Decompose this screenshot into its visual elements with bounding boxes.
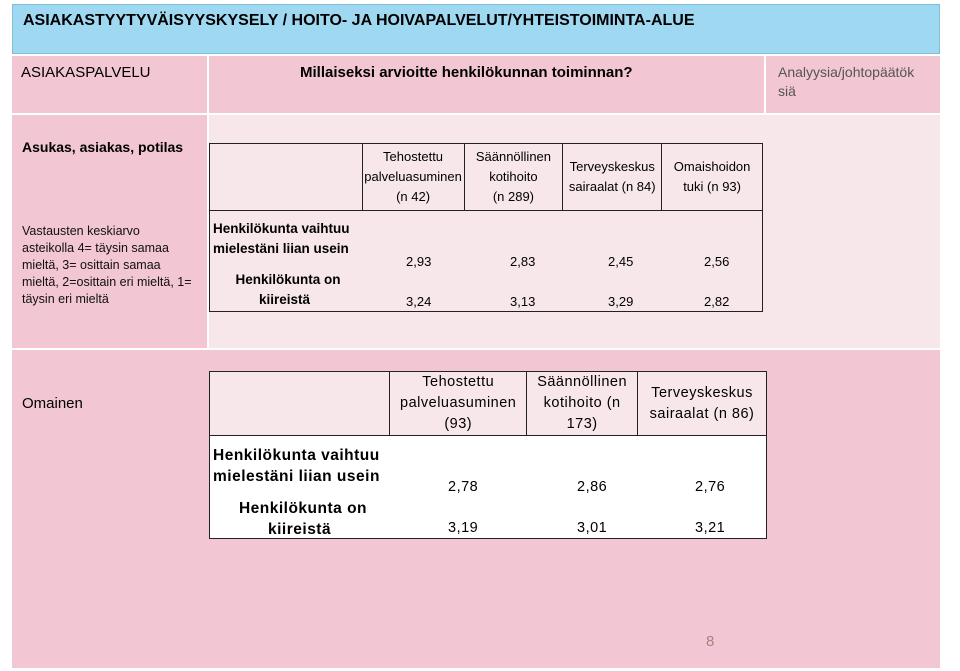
- col-header-line: Tehostettu: [422, 374, 495, 390]
- value-cell: 2,83: [510, 254, 536, 269]
- value-cell: 2,76: [695, 479, 726, 495]
- value-cell: 3,01: [577, 520, 608, 536]
- value-cell: 2,82: [704, 294, 730, 309]
- page-title: [12, 4, 940, 54]
- value-cell: 3,24: [406, 294, 432, 309]
- row-label-line: kiireistä: [268, 521, 332, 538]
- value-cell: 2,86: [577, 479, 608, 495]
- col-header-line: tuki (n 93): [683, 179, 741, 194]
- row-label-line: kiireistä: [259, 292, 311, 307]
- col-header-line: (n 42): [396, 189, 431, 204]
- analysis-label: Analyysia/johtopäätök siä: [778, 64, 915, 99]
- patient-col-header: [662, 144, 763, 211]
- page-title-text: ASIAKASTYYTYVÄISYYSKYSELY / HOITO- JA HOIVAPALVELUT/YHTEISTOIMINTA-ALUE: [23, 12, 695, 29]
- patient-data-cell: [210, 211, 763, 312]
- row-label-line: Henkilökunta vaihtuu: [213, 447, 380, 464]
- col-header-line: (93): [444, 416, 473, 432]
- relative-col-header: [527, 372, 638, 436]
- row-label: [213, 270, 363, 310]
- scale-note: Vastausten keskiarvo asteikolla 4= täysin samaa mieltä, 3= osittain samaa mieltä, 2=osittain eri mieltä, 1= täysin eri mieltä: [22, 224, 192, 306]
- row-label-line: mielestäni liian usein: [213, 241, 349, 256]
- row-label: [213, 498, 393, 540]
- relative-table: [209, 371, 767, 539]
- col-header-line: Säännöllinen: [537, 374, 628, 390]
- value-cell: 2,56: [704, 254, 730, 269]
- patient-col-header: [464, 144, 563, 211]
- section-label-cell: [12, 56, 207, 113]
- row-label-line: Henkilökunta vaihtuu: [213, 221, 350, 236]
- value-cell: 3,21: [695, 520, 726, 536]
- row-label-line: Henkilökunta on: [238, 500, 368, 517]
- question-text: Millaiseksi arvioitte henkilökunnan toiminnan?: [300, 64, 633, 81]
- patient-col-header: [563, 144, 662, 211]
- value-cell: 3,19: [448, 520, 479, 536]
- col-header-line: sairaalat (n 84): [568, 179, 656, 194]
- page-number: 8: [706, 633, 715, 650]
- row-label-line: Henkilökunta on: [235, 272, 341, 287]
- value-cell: 3,29: [608, 294, 634, 309]
- col-header-line: palveluasuminen: [400, 395, 517, 411]
- col-header-line: (n 289): [492, 189, 535, 204]
- value-cell: 2,93: [406, 254, 432, 269]
- col-header-line: Terveyskeskus: [651, 384, 753, 401]
- value-cell: 3,13: [510, 294, 536, 309]
- question-cell: [209, 56, 764, 113]
- col-header-line: kotihoito: [489, 169, 538, 184]
- relative-col-header: [638, 372, 767, 436]
- patient-corner-cell: [210, 144, 363, 211]
- analysis-cell: [766, 56, 940, 113]
- patient-section-label: Asukas, asiakas, potilas: [22, 139, 184, 155]
- col-header-line: Omaishoidon: [673, 159, 751, 174]
- patient-table: [209, 143, 763, 312]
- row-label-line: mielestäni liian usein: [213, 468, 380, 485]
- relative-corner-cell: [210, 372, 390, 436]
- row-label: [213, 219, 350, 259]
- value-cell: 2,78: [448, 479, 479, 495]
- relative-data-cell: [210, 436, 767, 539]
- col-header-line: palveluasuminen: [364, 169, 462, 184]
- relative-col-header: [390, 372, 527, 436]
- col-header-line: sairaalat (n 86): [649, 405, 755, 422]
- section-label: ASIAKASPALVELU: [21, 64, 151, 81]
- row-label: [213, 445, 380, 487]
- value-cell: 2,45: [608, 254, 634, 269]
- relative-section-label: Omainen: [22, 395, 83, 412]
- col-header-line: Terveyskeskus: [569, 159, 655, 174]
- patient-col-header: [362, 144, 464, 211]
- col-header-line: Säännöllinen: [475, 149, 552, 164]
- col-header-line: 173): [566, 416, 598, 432]
- col-header-line: kotihoito (n: [543, 395, 621, 411]
- col-header-line: Tehostettu: [383, 149, 444, 164]
